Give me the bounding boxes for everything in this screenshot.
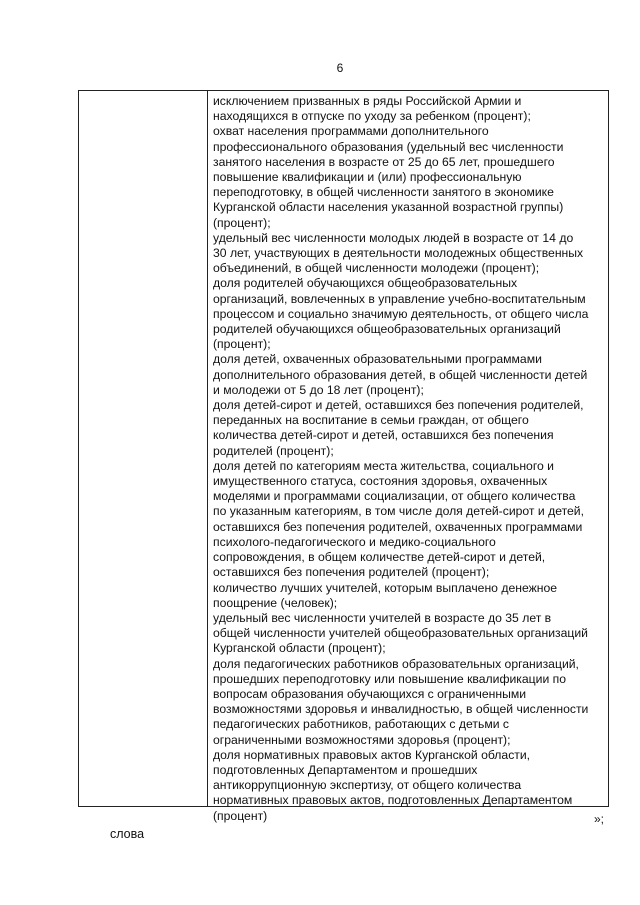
table-text-line: объединений, в общей численности молодежи (процент); [213,261,540,276]
table-text-line: поощрение (человек); [213,595,338,610]
table-text-line: подготовленных Департаментом и прошедших [213,762,478,777]
table-text-line: моделями и программами социализации, от общего количества [213,489,576,504]
table-text-line: оставшихся без попечения родителей (процент); [213,565,490,580]
table-text-line: нормативных правовых актов, подготовленных Департаментом [213,793,573,808]
page-number: 6 [336,61,344,75]
table-text-line: доля детей по категориям места жительства, социального и [213,458,554,473]
table-text-line: повышение квалификации и (или) профессиональную [213,170,522,185]
table-text-line: (процент); [213,337,271,352]
table-text-line: и молодежи от 5 до 18 лет (процент); [213,382,424,397]
table-text-line: количество лучших учителей, которым выплачено денежное [213,580,558,595]
table-text-line: охват населения программами дополнительного [213,124,489,139]
table-text-line: доля педагогических работников образовательных организаций, [213,656,579,671]
continuation-text: слова [110,827,145,841]
indicator-table [78,90,609,823]
table-text-line: ограниченными возможностями здоровья (процент); [213,732,511,747]
table-text-line: педагогических работников, работающих с детьми с [213,717,509,732]
table-text-line: вопросам образования обучающихся с ограниченными [213,686,527,701]
table-text-line: сопровождения, в общем количестве детей-сирот и детей, [213,550,546,565]
table-text-line: доля нормативных правовых актов Курганской области, [213,747,531,762]
table-text-line: находящихся в отпуске по уходу за ребенком (процент); [213,109,531,124]
table-text-line: исключением призванных в ряды Российской Армии и [213,94,522,108]
table-text-line: по указанным категориям, в том числе доля детей-сирот и детей, [213,504,584,519]
table-right-cell [208,91,608,823]
table-text-line: психолого-педагогического и медико-социального [213,534,496,549]
table-text-line: дополнительного образования детей, в общей численности детей [213,367,588,382]
table-text-line: доля родителей обучающихся общеобразовательных [213,276,518,291]
table-text-line: Курганской области населения указанной возрастной группы) [213,200,564,215]
table-text-line: родителей (процент); [213,443,334,458]
table-text-line: 30 лет, участвующих в деятельности молодежных общественных [213,246,584,261]
table-text-line: имущественного статуса, состояния здоровья, охваченных [213,474,548,489]
table-text-line: процессом и социально значимую деятельность, от общего числа [213,306,589,321]
table-text-line: удельный вес численности молодых людей в возрасте от 14 до [213,230,574,245]
table-text-line: количества детей-сирот и детей, оставшихся без попечения [213,428,554,443]
table-left-cell [79,91,208,806]
table-text-line: родителей обучающихся общеобразовательных организаций [213,322,561,337]
table-text-line: общей численности учителей общеобразовательных организаций [213,626,588,641]
table-text-line: доля детей-сирот и детей, оставшихся без попечения родителей, [213,398,584,413]
table-text-line: переданных на воспитание в семьи граждан, от общего [213,413,529,428]
table-text-line: занятого населения в возрасте от 25 до 65 лет, прошедшего [213,154,555,169]
table-text-line: (процент) [213,808,268,823]
table-text-line: оставшихся без попечения родителей, охваченных программами [213,519,583,534]
table-text-line: профессионального образования (удельный вес численности [213,139,564,154]
table-text-line: Курганской области (процент); [213,641,386,656]
table-text-line: (процент); [213,215,271,230]
table-text-line: переподготовку, в общей численности занятого в экономике [213,185,554,200]
table-text-line: доля детей, охваченных образовательными программами [213,352,542,367]
table-text-line: возможностями здоровья и инвалидностью, в общей численности [213,702,589,717]
closing-quote-mark: »; [594,812,605,826]
table-text-line: удельный вес численности учителей в возрасте до 35 лет в [213,610,552,625]
table-text-line: антикоррупционную экспертизу, от общего количества [213,778,522,793]
table-text-line: организаций, вовлеченных в управление учебно-воспитательным [213,291,586,306]
table-text-line: прошедших переподготовку или повышение квалификации по [213,671,567,686]
